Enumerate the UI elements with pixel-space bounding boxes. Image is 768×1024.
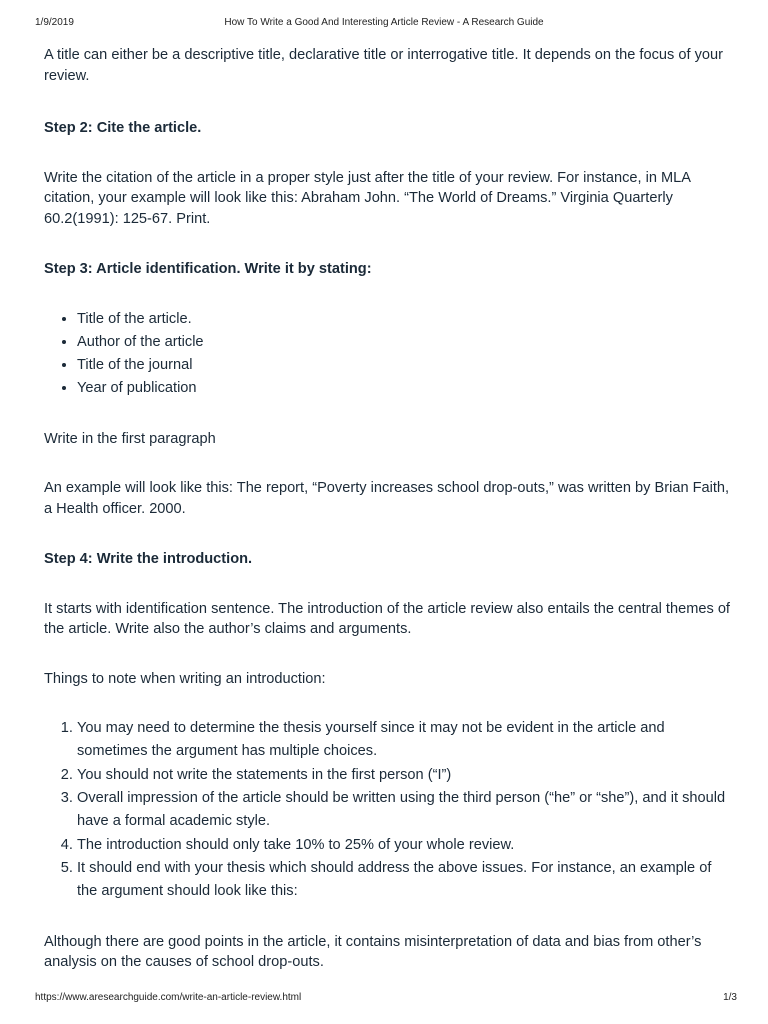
list-item: 4. The introduction should only take 10% to 25% of your whole review. [77,834,734,857]
page-url: https://www.aresearchguide.com/write-an-article-review.html [35,992,302,1003]
page-number: 1/3 [723,992,737,1003]
list-item: 3. Overall impression of the article should be written using the third person (“he” or “she”), and it should have a formal academic style. [77,787,734,834]
article-content [44,45,734,973]
introduction-notes-list [44,717,734,903]
list-item: • Author of the article [77,331,734,354]
things-to-note-label: Things to note when writing an introduction: [44,670,326,687]
list-item: • Title of the journal [77,354,734,377]
print-date: 1/9/2019 [35,17,74,28]
step4-paragraph: It starts with identification sentence. The introduction of the article review also entails the central themes of the article. Write also the author’s claims and arguments. [44,600,730,638]
first-paragraph-note: Write in the first paragraph [44,430,216,447]
print-header [0,17,768,31]
list-item: 5. It should end with your thesis which should address the above issues. For instance, an example of the argument should look like this: [77,857,734,904]
article-identification-list [44,308,734,401]
print-page-title: How To Write a Good And Interesting Article Review - A Research Guide [224,17,544,28]
step4-heading: Step 4: Write the introduction. [44,551,253,568]
print-footer [0,992,768,1006]
list-item: 2. You should not write the statements in the first person (“I”) [77,764,734,787]
example-paragraph: An example will look like this: The report, “Poverty increases school drop-outs,” was written by Brian Faith, a Health officer. 2000. [44,480,730,517]
intro-paragraph: A title can either be a descriptive title, declarative title or interrogative title. It depends on the focus of your review. [44,47,723,84]
list-item: • Year of publication [77,377,734,400]
list-item: • Title of the article. [77,308,734,331]
list-item: 1. You may need to determine the thesis yourself since it may not be evident in the article and sometimes the argument has multiple choices. [77,717,734,764]
step2-paragraph: Write the citation of the article in a proper style just after the title of your review. For instance, in MLA citation, your example will look like this: Abraham John. “The World of Dreams.” Virginia Quarterly 60.2(1991): 125-67. Print. [44,169,691,227]
step3-heading: Step 3: Article identification. Write it by stating: [44,261,372,277]
step2-heading: Step 2: Cite the article. [44,120,202,136]
closing-paragraph: Although there are good points in the article, it contains misinterpretation of data and bias from other’s analysis on the causes of school drop-outs. [44,933,702,971]
